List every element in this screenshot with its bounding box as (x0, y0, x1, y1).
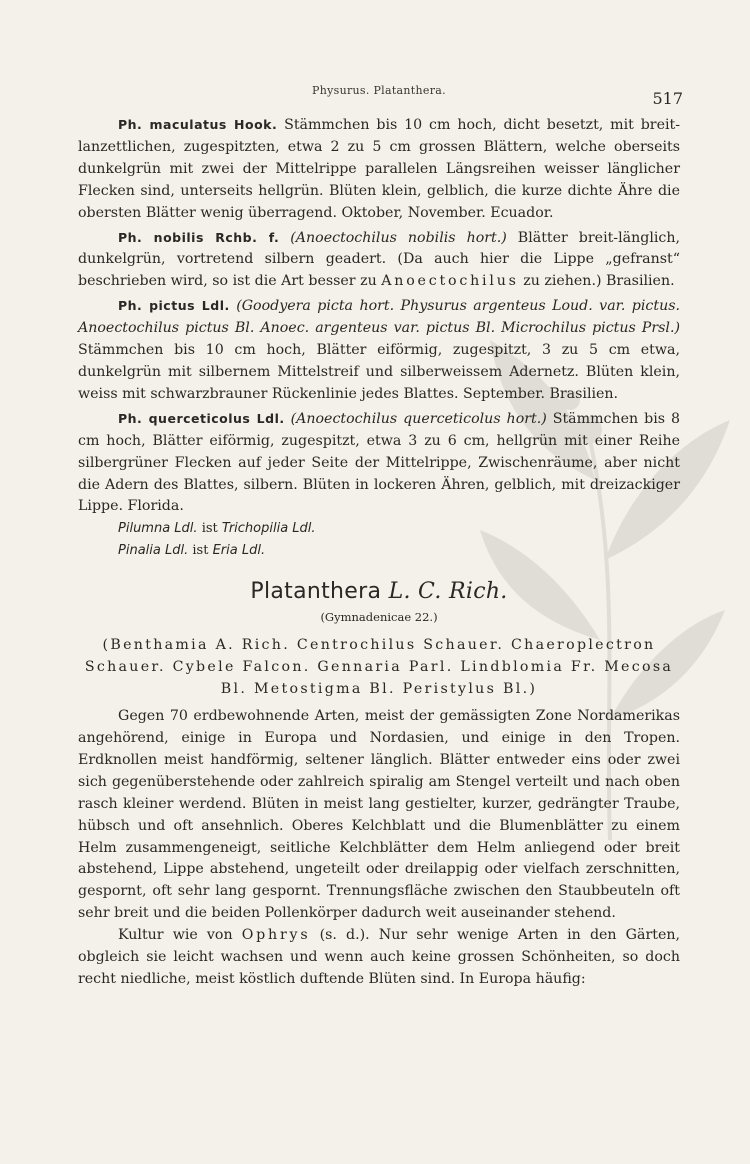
species-description: zu ziehen.) Brasilien. (518, 273, 675, 290)
species-description: Stämmchen bis 10 cm hoch, Blätter eiförmig, zugespitzt, 3 zu 5 cm etwa, dunkelgrün mit silbernem Mittelstreif und silberweissem Adernetz. Blüten klein, weiss mit schwarzbrauner Rückenlinie jedes Blattes. September. Brasilien. (78, 342, 680, 402)
species-description: Blätter breit-länglich, dunkelgrün, vortretend silbern geadert. (Da auch hier die Lippe „gefranst“ beschrieben wird, so ist die Art besser zu (78, 229, 680, 290)
cross-ref-word: ist (201, 521, 218, 537)
species-synonyms: (Anoectochilus nobilis hort.) (290, 229, 507, 246)
cross-reference (78, 518, 680, 540)
page-content (78, 114, 680, 991)
culture-text: (s. d.). Nur sehr wenige Arten in den Gärten, obgleich sie leicht wachsen und wenn auch keine grossen Schönheiten, so doch recht niedliche, meist köstlich duftende Blüten sind. In Europa häufig: (78, 927, 680, 987)
genus-synonyms: (Benthamia A. Rich. Centrochilus Schauer. Chaeroplectron Schauer. Cybele Falcon. Gennaria Parl. Lindblomia Fr. Mecosa Bl. Metostigma Bl. Peristylus Bl.) (84, 637, 674, 698)
genus-author: L. C. Rich. (388, 579, 508, 605)
culture-paragraph (78, 925, 680, 991)
cross-reference (78, 540, 680, 562)
page-number: 517 (652, 89, 683, 108)
species-entry (78, 408, 680, 519)
genus-name: Platanthera (250, 579, 382, 605)
spaced-genus-name: Ophrys (241, 927, 311, 944)
species-name: Ph. querceticolus Ldl. (118, 410, 285, 426)
genus-heading (78, 578, 680, 606)
cross-ref-word: ist (192, 543, 209, 559)
species-description: Stämmchen bis 10 cm hoch, dicht besetzt, mit breit-lanzettlichen, zugespitzten, etwa 2 zu 5 cm grossen Blättern, welche oberseits dunkelgrün mit zwei der Mittelrippe parallelen Längsreihen weisser länglicher Flecken sind, unterseits hellgrün. Blüten klein, gelblich, die kurze dichte Ähre die obersten Blätter wenig überragend. Oktober, November. Ecuador. (78, 117, 681, 221)
species-description: Stämmchen bis 8 cm hoch, Blätter eiförmig, zugespitzt, etwa 3 zu 6 cm, hellgrün mit einer Reihe silbergrüner Flecken auf jeder Seite der Mittelrippe, Zwischenräume, aber nicht die Adern des Blattes, silbern. Blüten in lockeren Ähren, gelblich, mit dreizackiger Lippe. Florida. (78, 410, 680, 515)
species-name: Ph. maculatus Hook. (118, 117, 278, 132)
species-name: Ph. pictus Ldl. (118, 298, 230, 314)
genus-group: (Gymnadenicae 22.) (320, 610, 438, 625)
species-synonyms: (Anoectochilus querceticolus hort.) (290, 410, 547, 427)
species-entry (78, 114, 680, 225)
running-head: Physurus. Platanthera. (312, 84, 446, 97)
species-synonyms: (Goodyera picta hort. Physurus argenteus Loud. var. pictus. Anoectochilus pictus Bl. Anoec. argenteus var. pictus Bl. Microchilus pictus Prsl.) (78, 298, 681, 337)
species-entry (78, 295, 680, 406)
cross-ref-to: Eria Ldl. (212, 543, 266, 559)
species-name: Ph. nobilis Rchb. f. (118, 229, 280, 245)
genus-description: Gegen 70 erdbewohnende Arten, meist der gemässigten Zone Nordamerikas angehörend, einige in Europa und Nordasien, und einige in den Tropen. Erdknollen meist handförmig, seltener länglich. Blätter entweder eins oder zwei sich gegenüberstehende oder zahlreich spiralig am Stengel verteilt und nach oben rasch kleiner werdend. Blüten in meist lang gestielter, kurzer, gedrängter Traube, hübsch und oft ansehnlich. Oberes Kelchblatt und die Blumenblätter zu einem Helm zusammengeneigt, seitliche Kelchblätter dem Helm anliegend oder breit abstehend, Lippe abstehend, ungeteilt oder dreilappig oder vielfach zerschnitten, gespornt, oft sehr lang gespornt. Trennungsfläche zwischen den Staubbeuteln oft sehr breit und die beiden Pollenkörper dadurch weit auseinander stehend. (78, 708, 680, 922)
species-entry (78, 227, 680, 294)
cross-ref-to: Trichopilia Ldl. (221, 521, 316, 537)
cross-ref-from: Pinalia Ldl. (118, 543, 189, 559)
culture-text: Kultur wie von (118, 927, 242, 944)
cross-ref-from: Pilumna Ldl. (118, 521, 198, 537)
spaced-genus-name: Anoectochilus (381, 273, 519, 290)
